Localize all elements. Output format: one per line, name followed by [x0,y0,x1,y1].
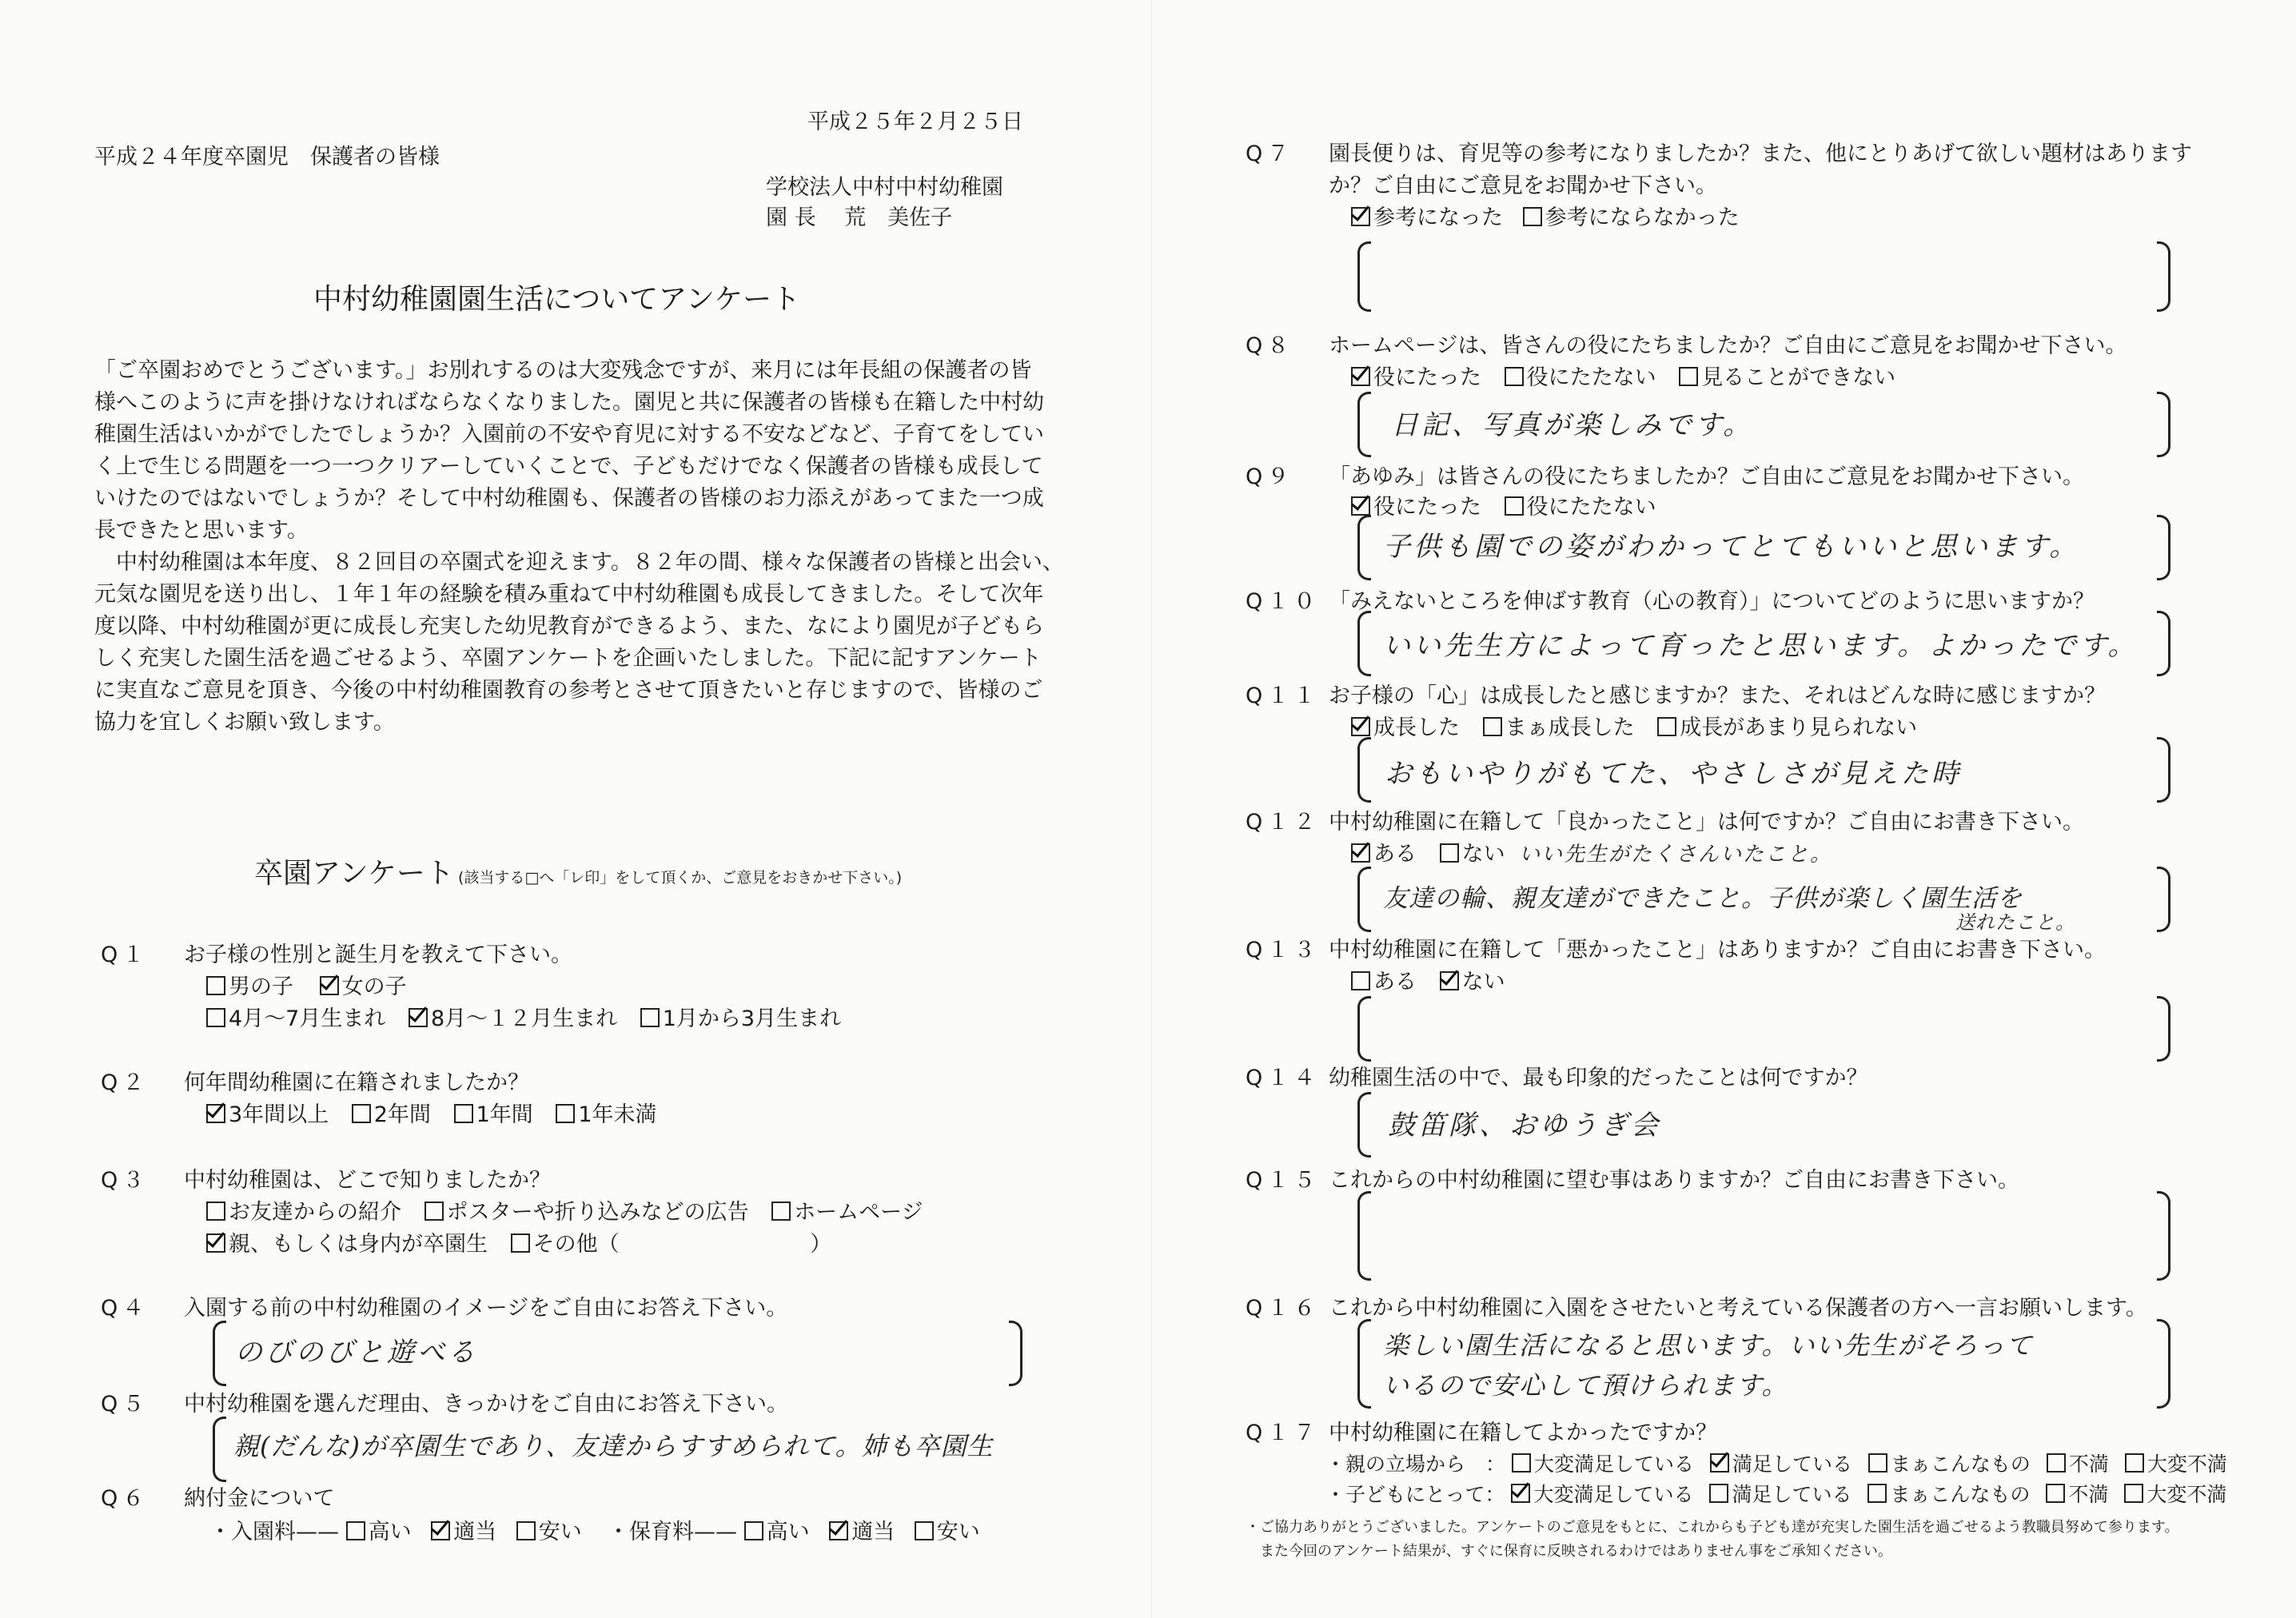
q17-parent-row [1325,1449,2227,1477]
checkbox-parent-so-so[interactable] [1868,1453,1887,1473]
answer-bracket-left [1357,1092,1371,1158]
footer-note: また今回のアンケート結果が、すぐに保育に反映されるわけではありません事をご承知ください。 [1260,1543,1892,1560]
option-label: 高い [368,1520,412,1544]
intro-paragraph [94,355,1064,739]
q14-text: 幼稚園生活の中で、最も印象的だったことは何ですか？ [1329,1066,1868,1090]
option-label: 1年未満 [578,1102,657,1127]
q14-number: Q１４ [1246,1066,1321,1090]
option-label: まぁこんなもの [1890,1453,2031,1476]
option-label: ホームページ [794,1200,923,1225]
answer-bracket-left [1357,515,1371,580]
answer-bracket-right [2157,1319,2170,1409]
q15-number: Q１５ [1246,1168,1321,1193]
q5-answer[interactable]: 親(だんな)が卒園生であり、友達からすすめられて。姉も卒園生 [233,1431,994,1461]
intro-line: 長できたと思います。 [94,518,309,543]
q4-number: Q４ [101,1296,149,1321]
q12-answer-bottom[interactable]: 送れたこと。 [1955,911,2075,934]
intro-line: いけたのではないでしょうか？そして中村幼稚園も、保護者の皆様のお力添えがあってまた一つ成 [94,486,1044,511]
q8-options [1351,360,1895,391]
q11-answer[interactable]: おもいやりがもてた、やさしさが見えた時 [1385,758,1962,790]
checkbox-under1year[interactable] [556,1104,575,1123]
survey-note: (該当する□へ「レ印」をして頂くか、ご意見をおきかせ下さい。) [457,869,903,887]
checkbox-child-satisfied[interactable] [1709,1484,1728,1503]
option-label: 大変不満 [2147,1483,2227,1506]
q5-number: Q５ [101,1392,149,1417]
checkbox-tuition-low[interactable] [915,1521,934,1540]
checkbox-girl[interactable] [320,976,339,995]
other-close-paren: ） [810,1232,832,1257]
checkbox-jan-mar[interactable] [640,1008,660,1027]
q8-number: Q８ [1246,333,1294,358]
q8-text: ホームページは、皆さんの役にたちましたか？ご自由にご意見をお聞かせ下さい。 [1329,333,2127,358]
checkbox-tuition-fair[interactable] [829,1521,848,1540]
q1-text: お子様の性別と誕生月を教えて下さい。 [184,943,572,967]
option-label: 4月～7月生まれ [229,1006,386,1031]
q2-number: Q２ [101,1070,149,1095]
option-label: 3年間以上 [229,1102,329,1127]
q9-answer[interactable]: 子供も園での姿がわかってとてもいいと思います。 [1383,531,2080,563]
option-label: 1年間 [476,1102,533,1127]
checkbox-q13-yes[interactable] [1351,971,1370,990]
checkbox-q12-yes[interactable] [1351,843,1370,863]
checkbox-q9-not-useful[interactable] [1505,496,1524,516]
q17-text: 中村幼稚園に在籍してよかったですか？ [1329,1421,1717,1445]
q3-options-row1 [206,1194,923,1225]
option-label: 不満 [2068,1453,2109,1476]
q7-text-1: 園長便りは、育児等の参考になりましたか？また、他にとりあげて欲しい題材はあります [1329,141,2192,166]
q13-text: 中村幼稚園に在籍して「悪かったこと」はありますか？ご自由にお書き下さい。 [1329,938,2106,962]
checkbox-entrance-low[interactable] [516,1521,536,1540]
checkbox-q9-useful[interactable] [1351,496,1370,516]
checkbox-q7-helpful[interactable] [1351,207,1370,226]
intro-line: しく充実した園生活を過ごせるよう、卒園アンケートを企画いたしました。下記に記すアンケート [94,646,1042,671]
option-label: 男の子 [229,974,293,999]
option-label: 大変満足している [1533,1483,1694,1506]
checkbox-q8-useful[interactable] [1351,367,1370,386]
row-label: ・親の立場から ： [1325,1453,1506,1476]
principal-name: 園 長 荒 美佐子 [766,205,953,230]
q13-number: Q１３ [1246,938,1321,962]
q7-text-2: か？ご自由にご意見をお聞かせ下さい。 [1329,173,1717,198]
option-label: お友達からの紹介 [229,1200,401,1225]
answer-bracket-left [213,1321,226,1386]
option-label: ない [1461,970,1505,994]
option-label: 満足している [1732,1453,1852,1476]
q6-entrance-fee [209,1514,582,1545]
answer-bracket-left [213,1417,226,1482]
checkbox-parent-satisfied[interactable] [1710,1453,1729,1473]
q10-text: 「みえないところを伸ばす教育（心の教育）」についてどのように思いますか？ [1329,589,2095,614]
answer-bracket-left [1357,611,1371,676]
option-label: 大変不満 [2147,1453,2227,1476]
q7-options [1351,200,1740,231]
intro-line: 元気な園児を送り出し、１年１年の経験を積み重ねて中村幼稚園も成長してきました。そして次年 [94,582,1044,607]
option-label: 女の子 [341,974,407,999]
checkbox-relative[interactable] [206,1233,225,1253]
q6-tuition-fee [608,1514,980,1545]
option-label: 不満 [2068,1483,2109,1506]
checkbox-child-very-satisfied[interactable] [1511,1484,1530,1503]
checkbox-3years[interactable] [206,1104,225,1123]
checkbox-entrance-high[interactable] [346,1521,365,1540]
fee-label: ・入園料—— [209,1520,339,1544]
checkbox-q11-little[interactable] [1657,717,1676,736]
intro-line: 様へこのように声を掛けなければならなくなりました。園児と共に保護者の皆様も在籍した中村幼 [94,390,1044,415]
header-recipient: 平成２４年度卒園児 保護者の皆様 [94,145,440,169]
answer-bracket-right [2157,1191,2170,1281]
q4-answer[interactable]: のびのびと遊べる [235,1337,478,1369]
intro-line: 稚園生活はいかがでしたでしょうか？入園前の不安や育児に対する不安などなど、子育てをしてい [94,422,1044,447]
option-label: 役にたたない [1526,495,1656,520]
option-label: 安い [538,1520,582,1544]
answer-bracket-left [1357,1191,1371,1281]
q15-text: これからの中村幼稚園に望む事はありますか？ご自由にお書き下さい。 [1329,1168,2019,1193]
intro-line: 「ご卒園おめでとうございます。」お別れするのは大変残念ですが、来月には年長組の保護者の皆 [94,358,1032,383]
option-label: 役にたたない [1526,365,1656,390]
checkbox-apr-jul[interactable] [206,1008,225,1027]
survey-title: 卒園アンケート [254,857,454,890]
answer-bracket-right [2157,737,2170,803]
q12-answer[interactable]: 友達の輪、親友達ができたこと。子供が楽しく園生活を [1383,884,2023,913]
q9-number: Q９ [1246,464,1294,489]
q12-number: Q１２ [1246,810,1321,835]
option-label: 役にたった [1373,365,1481,390]
option-label: まぁこんなもの [1890,1483,2031,1506]
answer-bracket-right [2157,867,2170,932]
option-label: 適当 [453,1520,497,1544]
q1-number: Q１ [101,943,149,967]
q10-number: Q１０ [1246,589,1321,614]
row-label: ・子どもにとって： [1325,1483,1505,1506]
checkbox-child-dissatisfied[interactable] [2046,1484,2065,1503]
q12-options [1351,836,1505,867]
answer-bracket-left [1357,867,1371,932]
checkbox-entrance-fair[interactable] [431,1521,450,1540]
q12-answer-top[interactable]: いい先生がたくさんいたこと。 [1519,843,1833,867]
option-label: 2年間 [373,1102,431,1127]
answer-bracket-right [2157,241,2170,312]
option-label: 参考にならなかった [1545,205,1740,230]
q11-text: お子様の「心」は成長したと感じますか？また、それはどんな時に感じますか？ [1329,683,2106,708]
q1-gender-options [206,969,407,1000]
answer-bracket-right [1009,1321,1022,1386]
intro-line: 協力を宜しくお願い致します。 [94,710,395,735]
option-label: 1月から3月生まれ [662,1006,842,1031]
option-label: 親、もしくは身内が卒園生 [229,1232,488,1257]
intro-line: く上で生じる問題を一つ一つクリアーしていくことで、子どもだけでなく保護者の皆様も成長して [94,454,1043,479]
checkbox-q13-no[interactable] [1440,971,1459,990]
checkbox-q11-somewhat[interactable] [1483,717,1502,736]
answer-bracket-left [1357,996,1371,1062]
checkbox-q7-not-helpful[interactable] [1523,207,1542,226]
answer-bracket-right [2157,611,2170,676]
answer-bracket-left [1357,392,1371,457]
checkbox-1year[interactable] [454,1104,473,1123]
q13-options [1351,964,1505,995]
checkbox-2years[interactable] [352,1104,371,1123]
q16-answer-line1[interactable]: 楽しい園生活になると思います。いい先生がそろって [1383,1330,2034,1361]
q16-answer-line2[interactable]: いるので安心して預けられます。 [1383,1370,1789,1401]
option-label: 8月～１２月生まれ [430,1006,618,1031]
option-label: 満足している [1732,1483,1852,1506]
checkbox-friend[interactable] [206,1202,225,1221]
organization-name: 学校法人中村中村幼稚園 [766,175,1003,200]
q17-number: Q１７ [1246,1421,1321,1445]
option-label: 高い [766,1520,810,1544]
checkbox-homepage[interactable] [771,1202,791,1221]
intro-line: に実直なご意見を頂き、今後の中村幼稚園教育の参考とさせて頂きたいと存じますので、皆様のご [94,678,1043,703]
option-label: 参考になった [1373,205,1503,230]
q3-number: Q３ [101,1168,149,1193]
q2-text: 何年間幼稚園に在籍されましたか？ [184,1070,529,1095]
option-label: 成長があまり見られない [1680,715,1918,740]
option-label: 大変満足している [1533,1453,1694,1476]
option-label: 安い [936,1520,980,1544]
q11-number: Q１１ [1246,683,1321,708]
intro-line: 度以降、中村幼稚園が更に成長し充実した幼児教育ができるよう、また、なにより園児が子どもら [94,614,1044,639]
answer-bracket-left [1357,1319,1371,1409]
checkbox-child-so-so[interactable] [1867,1484,1887,1503]
q14-answer[interactable]: 鼓笛隊、おゆうぎ会 [1388,1110,1661,1142]
checkbox-boy[interactable] [206,976,225,995]
q4-text: 入園する前の中村幼稚園のイメージをご自由にお答え下さい。 [184,1296,788,1321]
survey-heading [254,851,902,891]
answer-bracket-right [2157,392,2170,457]
checkbox-poster[interactable] [425,1202,444,1221]
fee-label: ・保育料—— [608,1520,737,1544]
q8-answer[interactable]: 日記、写真が楽しみです。 [1391,409,1754,441]
q3-options-row2 [206,1226,831,1257]
q9-options [1351,489,1656,520]
q5-text: 中村幼稚園を選んだ理由、きっかけをご自由にお答え下さい。 [184,1392,788,1417]
answer-bracket-left [1357,737,1371,803]
checkbox-child-very-dissatisfied[interactable] [2124,1484,2143,1503]
checkbox-q8-cannot-view[interactable] [1679,367,1698,386]
option-label: 成長した [1373,715,1460,740]
intro-line: 中村幼稚園は本年度、８２回目の卒園式を迎えます。８２年の間、様々な保護者の皆様と出会い、 [94,550,1064,575]
checkbox-other[interactable] [511,1233,530,1253]
page-title: 中村幼稚園園生活についてアンケート [313,283,801,316]
q17-child-row [1325,1479,2226,1508]
footer-thanks: ・ご協力ありがとうございました。アンケートのご意見をもとに、これからも子ども達が充実した園生活を過ごせるよう教職員努めて参ります。 [1246,1519,2179,1536]
document-date: 平成２５年２月２５日 [807,110,1023,134]
checkbox-tuition-high[interactable] [744,1521,763,1540]
option-label: ポスターや折り込みなどの広告 [446,1200,749,1225]
checkbox-parent-very-dissatisfied[interactable] [2125,1453,2144,1473]
q2-options [206,1097,657,1128]
option-label: 役にたった [1373,495,1481,520]
checkbox-parent-very-satisfied[interactable] [1512,1453,1531,1473]
answer-bracket-right [2157,515,2170,580]
option-label: ない [1461,842,1505,867]
q3-text: 中村幼稚園は、どこで知りましたか？ [184,1168,551,1193]
checkbox-q12-no[interactable] [1440,843,1459,863]
q9-text: 「あゆみ」は皆さんの役にたちましたか？ご自由にご意見をお聞かせ下さい。 [1329,464,2084,489]
q10-answer[interactable]: いい先生方によって育ったと思います。よかったです。 [1383,630,2139,662]
option-label: 適当 [851,1520,895,1544]
answer-bracket-right [2157,996,2170,1062]
q16-text: これから中村幼稚園に入園をさせたいと考えている保護者の方へ一言お願いします。 [1329,1296,2147,1321]
q12-text: 中村幼稚園に在籍して「良かったこと」は何ですか？ご自由にお書き下さい。 [1329,810,2084,835]
option-label: ある [1373,842,1417,867]
q7-number: Q７ [1246,141,1294,166]
q6-text: 納付金について [184,1486,335,1511]
option-label: 見ることができない [1701,365,1896,390]
option-label: ある [1373,970,1417,994]
right-page [1151,0,2296,1618]
q1-month-options [206,1001,841,1032]
q16-number: Q１６ [1246,1296,1321,1321]
checkbox-aug-dec[interactable] [409,1008,428,1027]
option-label: その他（ [532,1232,620,1257]
option-label: まぁ成長した [1505,715,1635,740]
checkbox-parent-dissatisfied[interactable] [2047,1453,2066,1473]
checkbox-q11-grew[interactable] [1351,717,1370,736]
checkbox-q8-not-useful[interactable] [1505,367,1524,386]
q6-number: Q６ [101,1486,149,1511]
answer-bracket-left [1357,241,1371,312]
q11-options [1351,710,1917,741]
